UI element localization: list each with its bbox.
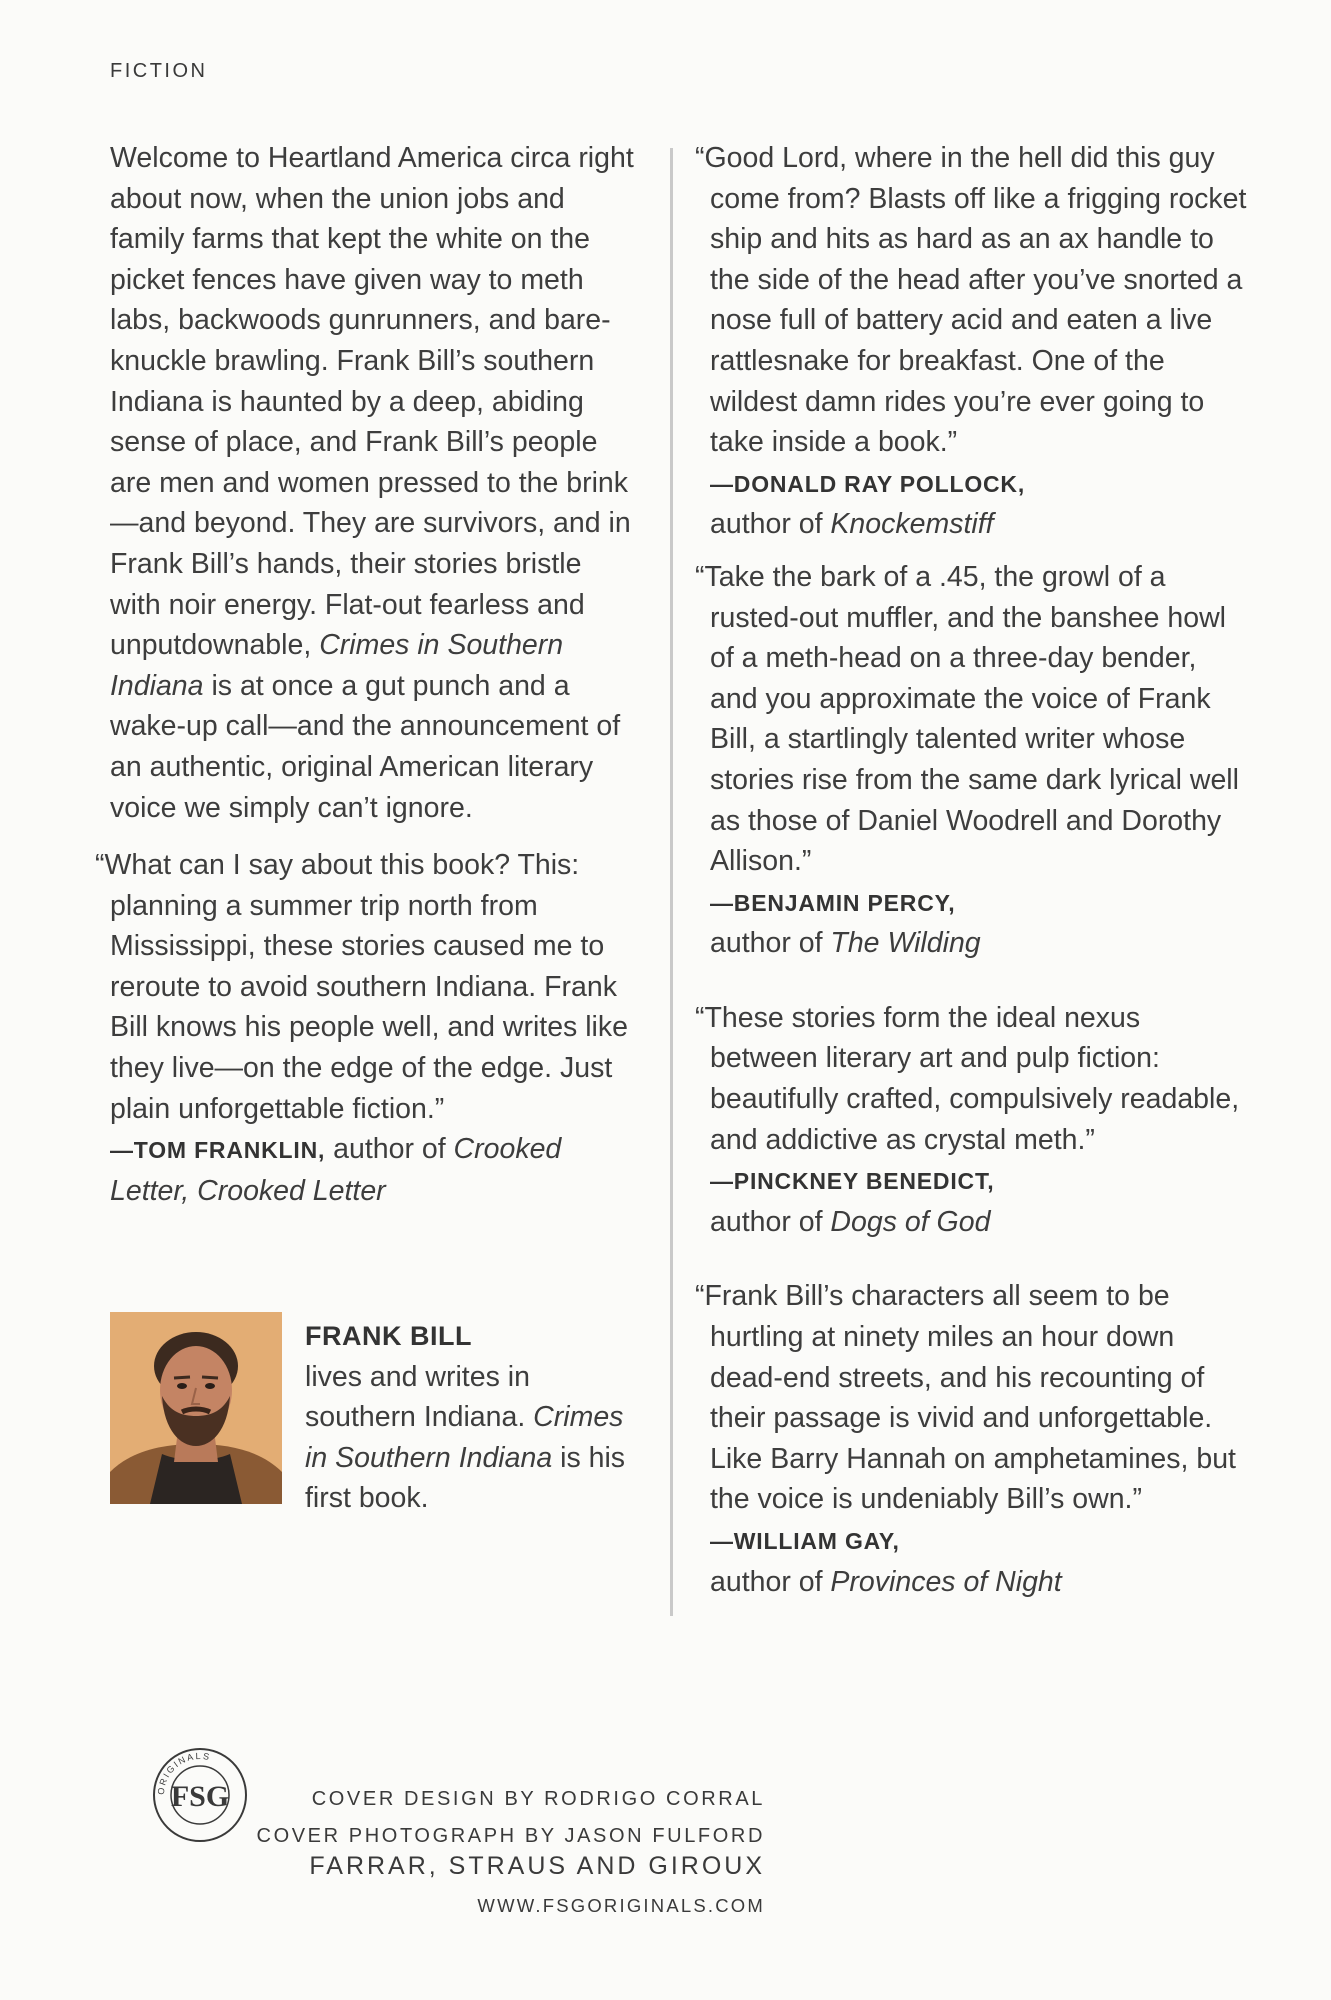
- blurb-author-of: author of: [333, 1133, 446, 1166]
- fsg-logo-icon: [152, 1747, 248, 1843]
- logo-letters: FSG: [170, 1780, 230, 1813]
- blurb-author-name-line: [695, 463, 1250, 505]
- blurb-author-name-line: [695, 882, 1250, 924]
- blurb-author-name-line: [695, 1160, 1250, 1202]
- blurb-work-line: [695, 923, 1250, 964]
- author-bio: [305, 1316, 645, 1519]
- blurb-work-title: Provinces of Night: [830, 1565, 1062, 1598]
- blurb-attribution: [95, 1129, 640, 1211]
- column-divider: [670, 148, 673, 1616]
- blurb-text: “Good Lord, where in the hell did this guy come from? Blasts off like a frigging rocket ship and hits as hard as an ax handle to the side of the head after you’ve snorted a nose full of battery acid and eaten a live rattlesnake for breakfast. One of the wildest damn rides you’re ever going to take inside a book.”: [695, 142, 1247, 459]
- author-bio-end: is his first book.: [305, 1441, 626, 1515]
- blurb-author-name: —WILLIAM GAY,: [710, 1528, 900, 1554]
- blurb-percy: [695, 557, 1250, 964]
- right-column: [695, 138, 1250, 1602]
- blurb-work-line: [695, 1562, 1250, 1603]
- cover-design-credit: COVER DESIGN BY RODRIGO CORRAL: [311, 1788, 765, 1810]
- author-block: [110, 1312, 670, 1515]
- blurb-author-of: author of: [710, 927, 823, 960]
- blurb-text: “These stories form the ideal nexus between literary art and pulp fiction: beautifully crafted, compulsively readable, and addictive as crystal meth.”: [695, 1001, 1240, 1156]
- author-photo: [110, 1312, 282, 1504]
- publisher-name: FARRAR, STRAUS AND GIROUX: [309, 1852, 765, 1880]
- blurb-pollock: [695, 138, 1250, 545]
- book-description: [110, 138, 640, 828]
- description-book-title: Crimes in Southern Indiana: [110, 629, 564, 702]
- blurb-work-line: [695, 1202, 1250, 1243]
- description-text-start: Welcome to Heartland America circa right about now, when the union jobs and family farms that kept the white on the picket fences have given way to meth labs, backwoods gunrunners, and bare-knuckle brawling. Frank Bill’s southern Indiana is haunted by a deep, abiding sense of place, and Frank Bill’s people are men and women pressed to the brink—and beyond. They are survivors, and in Frank Bill’s hands, their stories bristle with noir energy. Flat-out fearless and unputdownable,: [110, 142, 634, 662]
- blurb-text: “What can I say about this book? This: planning a summer trip north from Mississippi, these stories caused me to reroute to avoid southern Indiana. Frank Bill knows his people well, and writes like they live—on the edge of the edge. Just plain unforgettable fiction.”: [95, 849, 628, 1125]
- blurb-author-name: —DONALD RAY POLLOCK,: [710, 470, 1026, 497]
- author-bio-start: lives and writes in southern Indiana.: [305, 1360, 530, 1434]
- blurb-author-name: —BENJAMIN PERCY,: [710, 889, 956, 916]
- blurb-benedict: [695, 998, 1250, 1243]
- blurb-work-title: Crooked Letter, Crooked Letter: [110, 1133, 562, 1207]
- fsg-originals-logo: [152, 1747, 248, 1843]
- blurb-work-title: Knockemstiff: [830, 508, 994, 541]
- blurb-work-title: Dogs of God: [830, 1205, 991, 1238]
- blurb-author-name: —TOM FRANKLIN,: [110, 1137, 326, 1164]
- blurb-franklin: [95, 845, 640, 1211]
- blurb-work-line: [695, 504, 1250, 545]
- blurb-author-name-line: [695, 1520, 1250, 1562]
- blurb-work-title: The Wilding: [830, 927, 981, 960]
- author-name: FRANK BILL: [305, 1321, 472, 1351]
- author-book-title: Crimes in Southern Indiana: [305, 1401, 624, 1474]
- blurb-author-of: author of: [710, 1205, 823, 1238]
- logo-ring-text: ORIGINALS: [155, 1750, 213, 1796]
- blurb-author-name: —PINCKNEY BENEDICT,: [710, 1168, 995, 1195]
- category-label: FICTION: [110, 60, 208, 82]
- blurb-gay: [695, 1276, 1250, 1602]
- cover-photo-credit: COVER PHOTOGRAPH BY JASON FULFORD: [256, 1825, 765, 1847]
- blurb-text: “Frank Bill’s characters all seem to be hurtling at ninety miles an hour down dead-end streets, and his recounting of their passage is vivid and unforgettable. Like Barry Hannah on amphetamines, but the voice is undeniably Bill’s own.”: [695, 1280, 1236, 1516]
- blurb-author-of: author of: [710, 1565, 823, 1598]
- publisher-website: WWW.FSGORIGINALS.COM: [477, 1895, 765, 1916]
- author-portrait-image: [110, 1312, 282, 1504]
- left-column: [95, 138, 640, 1211]
- description-text-end: is at once a gut punch and a wake-up call—and the announcement of an authentic, original American literary voice we simply can’t ignore.: [110, 669, 621, 824]
- blurb-text: “Take the bark of a .45, the growl of a rusted-out muffler, and the banshee howl of a meth-head on a three-day bender, and you approximate the voice of Frank Bill, a startlingly talented writer whose stories rise from the same dark lyrical well as those of Daniel Woodrell and Dorothy Allison.”: [695, 560, 1239, 878]
- blurb-author-of: author of: [710, 508, 823, 541]
- author-bio-text: [305, 1357, 645, 1519]
